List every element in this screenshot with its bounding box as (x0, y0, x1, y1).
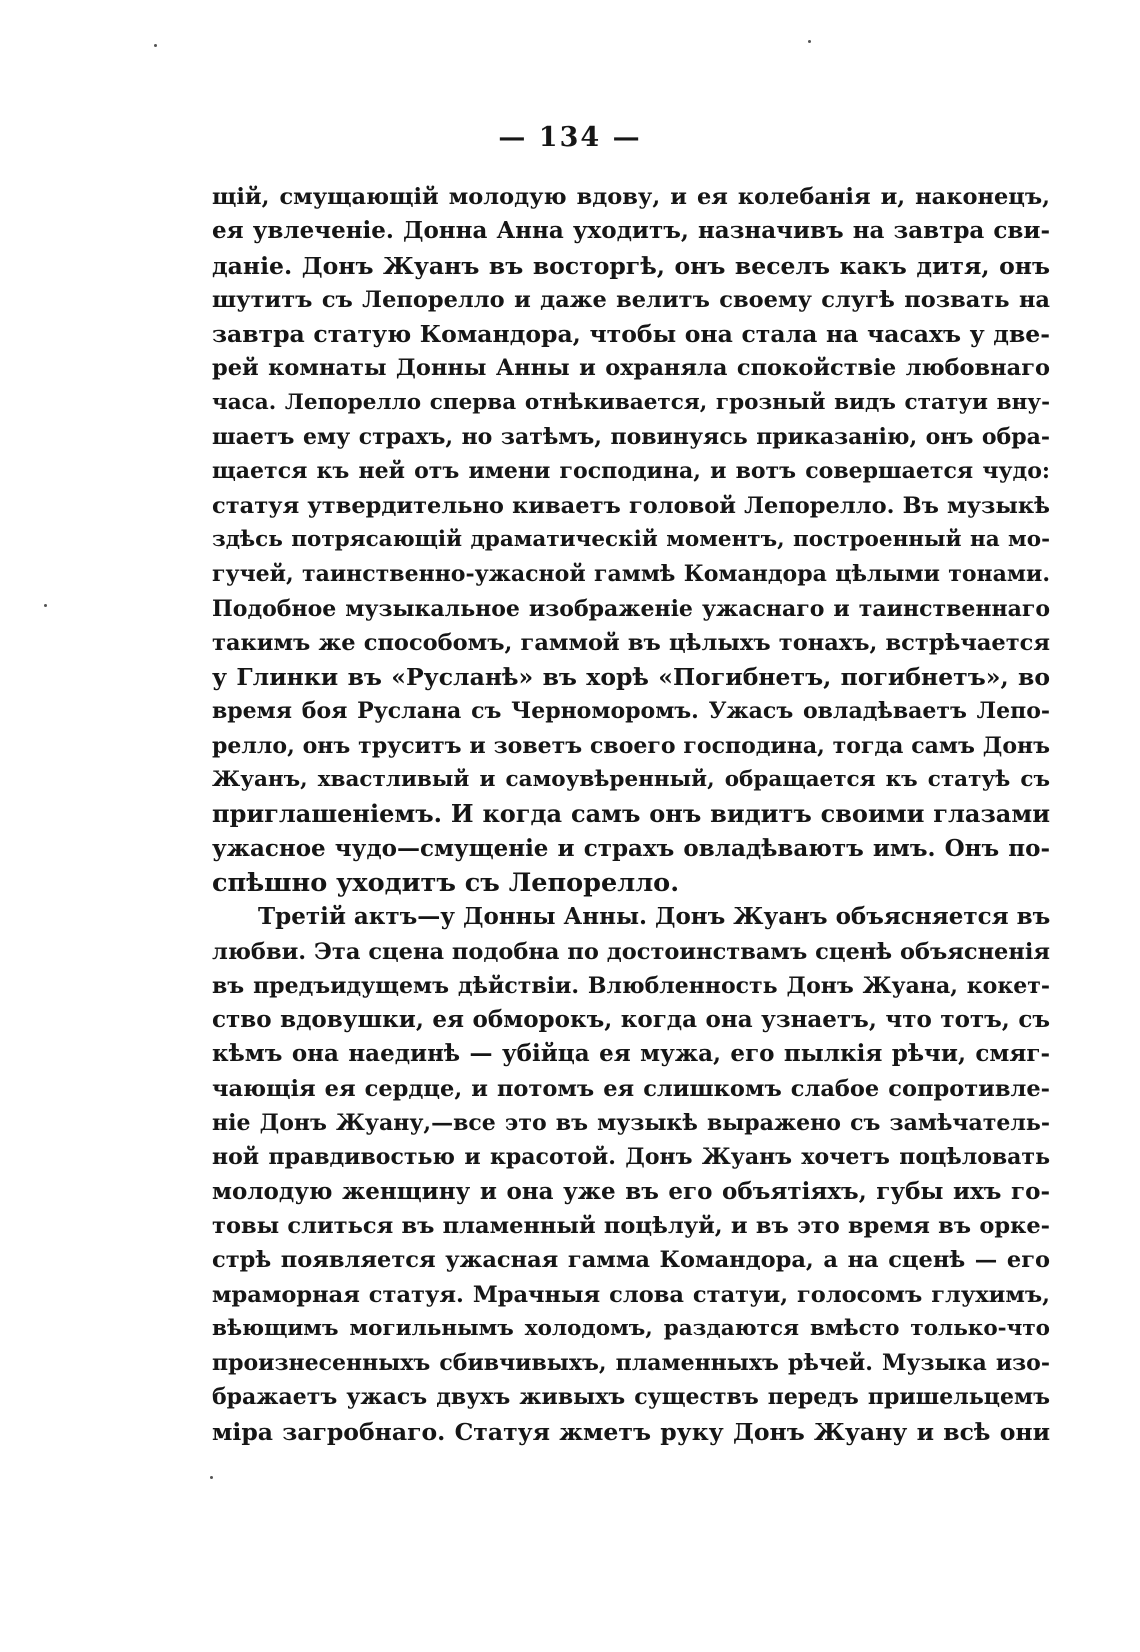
text-line: въ предъидущемъ дѣйствіи. Влюбленность Донъ Жуана, кокет- (212, 972, 1050, 999)
scan-speck (210, 1476, 213, 1479)
body-text (212, 180, 1050, 1449)
page-number: — 134 — (498, 122, 642, 153)
text-line: произнесенныхъ сбивчивыхъ, пламенныхъ рѣчей. Музыка изо- (212, 1350, 1050, 1377)
text-line: статуя утвердительно киваетъ головой Лепорелло. Въ музыкѣ (212, 492, 1050, 519)
scan-speck (154, 44, 157, 47)
text-line: шаетъ ему страхъ, но затѣмъ, повинуясь приказанію, онъ обра- (212, 424, 1050, 451)
text-line: Подобное музыкальное изображеніе ужаснаго и таинственнаго (212, 595, 1050, 622)
text-line: шутитъ съ Лепорелло и даже велитъ своему слугѣ позвать на (212, 286, 1050, 313)
text-line: часа. Лепорелло сперва отнѣкивается, грозный видъ статуи вну- (212, 389, 1050, 415)
text-line: товы слиться въ пламенный поцѣлуй, и въ это время въ орке- (212, 1212, 1050, 1239)
text-line: приглашеніемъ. И когда самъ онъ видитъ своими глазами (212, 799, 1050, 829)
text-line: бражаетъ ужасъ двухъ живыхъ существъ передъ пришельцемъ (212, 1384, 1050, 1411)
text-line: любви. Эта сцена подобна по достоинствамъ сценѣ объясненія (212, 938, 1050, 965)
text-line: щается къ ней отъ имени господина, и вотъ совершается чудо: (212, 458, 1050, 485)
text-line: релло, онъ труситъ и зоветъ своего господина, тогда самъ Донъ (212, 732, 1050, 759)
text-line: такимъ же способомъ, гаммой въ цѣлыхъ тонахъ, встрѣчается (212, 629, 1050, 656)
text-line: рей комнаты Донны Анны и охраняла спокойствіе любовнаго (212, 355, 1050, 382)
text-line: молодую женщину и она уже въ его объятіяхъ, губы ихъ го- (212, 1177, 1050, 1205)
text-line: здѣсь потрясающій драматическій моментъ, построенный на мо- (212, 526, 1050, 552)
text-line: завтра статую Командора, чтобы она стала на часахъ у две- (212, 320, 1050, 349)
text-line: ужасное чудо—смущеніе и страхъ овладѣваютъ имъ. Онъ по- (212, 834, 1050, 862)
paragraph (212, 180, 1050, 900)
scan-speck (44, 604, 47, 607)
text-line: Третій актъ—у Донны Анны. Донъ Жуанъ объясняется въ (258, 903, 1050, 931)
text-line: время боя Руслана съ Черноморомъ. Ужасъ овладѣваетъ Лепо- (212, 698, 1050, 725)
text-line: даніе. Донъ Жуанъ въ восторгѣ, онъ веселъ какъ дитя, онъ (212, 251, 1050, 280)
text-line: ея увлеченіе. Донна Анна уходитъ, назначивъ на завтра сви- (212, 217, 1050, 245)
scan-speck (808, 40, 811, 43)
text-line: у Глинки въ «Русланѣ» въ хорѣ «Погибнетъ, погибнетъ», во (212, 663, 1050, 692)
text-line: ной правдивостью и красотой. Донъ Жуанъ хочетъ поцѣловать (212, 1144, 1050, 1171)
text-line: міра загробнаго. Статуя жметъ руку Донъ Жуану и всѣ они (212, 1417, 1050, 1446)
text-line: щій, смущающій молодую вдову, и ея колебанія и, наконецъ, (212, 184, 1050, 210)
text-line: стрѣ появляется ужасная гамма Командора, а на сценѣ — его (212, 1247, 1050, 1274)
text-line: чающія ея сердце, и потомъ ея слишкомъ слабое сопротивле- (212, 1075, 1050, 1102)
text-line: гучей, таинственно-ужасной гаммѣ Командора цѣлыми тонами. (212, 561, 1050, 588)
text-line: ніе Донъ Жуану,—все это въ музыкѣ выражено съ замѣчатель- (212, 1110, 1050, 1137)
text-line: Жуанъ, хвастливый и самоувѣренный, обращается къ статуѣ съ (212, 767, 1050, 793)
text-line: ство вдовушки, ея обморокъ, когда она узнаетъ, что тотъ, съ (212, 1006, 1050, 1034)
text-line: кѣмъ она наединѣ — убійца ея мужа, его пылкія рѣчи, смяг- (212, 1040, 1050, 1068)
text-line: мраморная статуя. Мрачныя слова статуи, голосомъ глухимъ, (212, 1281, 1050, 1308)
text-line: спѣшно уходитъ съ Лепорелло. (212, 867, 680, 898)
text-line: вѣющимъ могильнымъ холодомъ, раздаются вмѣсто только-что (212, 1315, 1050, 1341)
paragraph (212, 900, 1050, 1449)
